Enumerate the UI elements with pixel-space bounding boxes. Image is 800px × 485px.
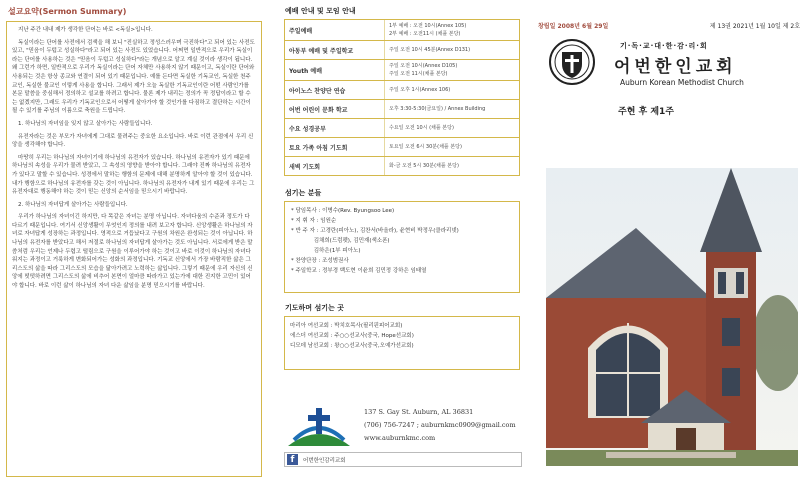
sermon-paragraph: 지난 주간 내내 제가 생각한 단어는 바로 <독실>입니다. <box>18 27 153 33</box>
worship-title: 예배 안내 및 모임 안내 <box>285 7 356 15</box>
info-column <box>284 6 520 370</box>
sermon-paragraph: 유전자라는 것은 부모가 자녀에게 그대로 물려주는 중요한 요소입니다. 바로 이런 관점에서 우리 신앙을 생각해야 합니다. <box>12 133 254 149</box>
sermon-column <box>6 6 262 477</box>
prayer-title: 기도하며 섬기는 곳 <box>285 304 344 312</box>
worship-row <box>285 20 519 41</box>
worship-name: 수요 성경공부 <box>285 119 385 137</box>
worship-row <box>285 60 519 81</box>
prayer-section <box>284 303 520 370</box>
methodist-emblem-icon <box>548 38 596 86</box>
church-logo-icon <box>284 402 354 450</box>
staff-section <box>284 188 520 293</box>
worship-time <box>385 60 519 80</box>
worship-row <box>285 81 519 100</box>
prayer-box <box>284 316 520 370</box>
worship-name: 토요 가족 아침 기도회 <box>285 138 385 156</box>
phone-email-text: (706) 756-7247 ; auburnkmc0909@gmail.com <box>364 421 516 429</box>
masthead-top <box>538 21 800 30</box>
worship-name: 어번 어린이 문화 학교 <box>285 100 385 118</box>
worship-time-line: 주일 오전 10시 45분(Annex D131) <box>389 47 471 53</box>
worship-time-line: 2부 예배 : 오전11시 (채플 본당) <box>389 31 461 37</box>
sermon-paragraph: 마땅히 우리는 하나님의 자녀이기에 하나님의 유전자가 있습니다. 하나님의 유전자가 있기 때문에 하나님의 속성을 우리가 물려 받았고, 그 속성의 영향을 받아야 합니다. 그래야 진짜 하나님의 유전자가 있다고 말할 수 있습니다. 성경에서 말하는 행함의 문제에 대해 분명하게 알아야 할 것이 있습니다. 내가 행함으로 하나님의 유전자를 갖는 것이 아닙니다. 하나님의 유전자가 내게 있기 때문에 우리는 그 유전자대로 행동해야 하는 것이 믿는 신앙의 순서임을 믿으시기 바랍니다. <box>12 154 255 196</box>
facebook-icon: f <box>287 454 298 465</box>
staff-box <box>284 201 520 293</box>
prayer-line: 마리아 여선교회 : 박치호목사(필리핀피어교회) <box>290 323 403 329</box>
worship-time-line: 화-금 오전 5시 30분(채플 본당) <box>389 163 459 169</box>
staff-line: 김채희(드럼펫), 김민재(색소폰) <box>291 238 390 244</box>
worship-time-line: 1부 예배 : 오전 10시(Annex 105) <box>389 23 467 29</box>
founding-date: 창립일 2008년 6월 29일 <box>538 23 609 30</box>
prayer-line: 에스더 여선교회 : 주○○선교사(중국, Hope선교회) <box>290 333 414 339</box>
worship-name: 주일예배 <box>285 20 385 40</box>
worship-name: Youth 예배 <box>285 60 385 80</box>
worship-time <box>385 138 519 156</box>
church-name-korean: 어번한인교회 <box>614 57 737 77</box>
sermon-paragraph: 1. 하나님의 자녀임을 잊지 않고 살아가는 사람들입니다. <box>18 120 153 127</box>
contact-section <box>284 400 520 480</box>
staff-line: * 찬양단장 : 조성범권사 <box>291 258 349 264</box>
worship-name: 새벽 기도회 <box>285 157 385 175</box>
worship-time-line: 수요일 오전 10시 (채플 본당) <box>389 125 454 131</box>
worship-time-line: 주일 오전 11시(채플 본당) <box>389 71 448 77</box>
issue-number: 제 13권 2021년 1월 10일 제 2호 <box>709 23 800 30</box>
denomination-text: 기·독·교·대·한·감·리·회 <box>620 42 708 50</box>
worship-time <box>385 100 519 118</box>
sermon-paragraph: 2. 하나님의 자녀답게 살아가는 사람들입니다. <box>18 201 128 208</box>
staff-line: * 반 주 자 : 고경란(피아노), 김찬서(바올라), 윤현비 박정우(클라리넷) <box>291 228 459 234</box>
worship-name: 아이노스 찬양단 연습 <box>285 81 385 99</box>
worship-row <box>285 41 519 60</box>
worship-row <box>285 157 519 175</box>
facebook-name: 어번한인감리교회 <box>303 457 346 464</box>
liturgical-sunday: 주현 후 제1주 <box>618 107 674 117</box>
worship-table <box>284 19 520 176</box>
sermon-paragraph: 우리가 하나님의 자녀이긴 하지만, 다 똑같은 자녀는 분명 아닙니다. 자녀다움의 수준과 정도가 다 다르기 때문입니다. 여기서 신앙생활이 무엇인지 정의를 내려 보고자 합니다. 신앙생활은 하나님의 자녀로 자녀답게 성장하는 과정입니다. 영적으로 거듭났다고 구원의 차원은 완성되는 것이 아닙니다. 하나님의 유전자를 받았다고 해서 저절로 하나님의 자녀답게 살아가는 것도 아닙니다. 서로에게 받은 말씀처럼 우리는 언제나 두렵고 떨림으로 구원을 이루어가야 하는 것이고 바로 이것이 하나님의 자녀다워지는 과정이고 거룩하게 변화되어가는 성화의 과정입니다. 기독교 신앙에서 가장 바람직한 삶은 그리스도의 삶을 따라 그리스도의 모습을 닮아가려고 노력하는 삶입니다. 그렇기 때문에 우리 자신의 신앙에 떳떳하려면 그리스도의 삶에 비추어 본면이 얼마큼 따라가고 있는가에 대한 진지한 고민이 있어야 합니다. 바로 이런 삶이 하나님의 자녀 다운 삶임을 분명 믿으시기를 바랍니다. <box>12 214 253 290</box>
worship-name: 아동부 예배 및 주일학교 <box>285 41 385 59</box>
staff-line: 김하은(1부 피아노) <box>291 248 361 254</box>
worship-row <box>285 119 519 138</box>
facebook-bar[interactable] <box>284 452 522 467</box>
worship-time-line: 토요일 오전 6시 30분(채플 본당) <box>389 144 462 150</box>
church-building-photo <box>546 168 798 466</box>
website-link[interactable]: www.auburnkmc.com <box>364 434 436 442</box>
worship-time-line: 오후 3:30-5:30(금요일) / Annex Building <box>389 106 486 112</box>
worship-time <box>385 119 519 137</box>
worship-time <box>385 157 519 175</box>
worship-time <box>385 81 519 99</box>
staff-title: 섬기는 분들 <box>285 189 322 197</box>
staff-line: * 지 휘 자 : 임원순 <box>291 218 337 224</box>
sermon-title: 설교요약(Sermon Summary) <box>8 7 127 16</box>
church-name-english: Auburn Korean Methodist Church <box>620 78 744 87</box>
staff-line: * 담임목사 : 이병수(Rev. Byungsoo Lee) <box>291 208 395 214</box>
prayer-line: 디모데 남선교회 : 왕○○선교사(중국,오예가선교회) <box>290 343 414 349</box>
staff-line: * 주일학교 : 정부경 백도현 이윤희 김민정 강하은 임태열 <box>291 268 427 274</box>
masthead-column <box>532 0 800 485</box>
worship-time-line: 주일 오전 10시(Annex D105) <box>389 63 458 69</box>
worship-time-line: 주일 오후 1시(Annex 106) <box>389 87 451 93</box>
worship-time <box>385 41 519 59</box>
worship-row <box>285 100 519 119</box>
sermon-box <box>6 21 262 477</box>
worship-row <box>285 138 519 157</box>
address-text: 137 S. Gay St. Auburn, AL 36831 <box>364 408 474 416</box>
contact-info <box>364 406 516 445</box>
worship-time <box>385 20 519 40</box>
sermon-paragraph: 독실이라는 단어를 사전에서 검색을 해 보니 "진실하고 정성스러우며 극진하다"고 되어 있는 사전도 있고, "믿음이 두텁고 성실하다"라고 되어 있는 사전도 있었습니다. 어쩌면 일반적으로 우리가 독실이라는 단어를 사용하는 것은 "믿음이 두텁고 성실하다"라는 개념으로 알고 계실 것이라 생각이 됩니다. 왜 그런가 하면, 일반적으로 우리가 독실이라는 단어 자체만 사용하지 않기 때문이고, 독실이란 단어와 사용되는 것은 항상 종교와 연결이 되어 있기 때문입니다. 예를 든다면 독실한 기독교인, 독실한 천주교인, 독실한 불교인 이렇게 사용을 합니다. 그래서 제가 오늘 독실한 기독교인이란 어떤 사람인가를 본문 말씀을 중심해서 정의하고 설교를 하려고 합니다. 물론 제가 내리는 정의가 꼭 정답이라고 할 수는 없겠지만, 그래도 우리가 기독교인으로서 어떻게 살아가야 할 것인가를 다짐하고 결단하는 시간이 될 수 있기를 주님의 이름으로 축원을 드립니다. <box>12 39 255 115</box>
